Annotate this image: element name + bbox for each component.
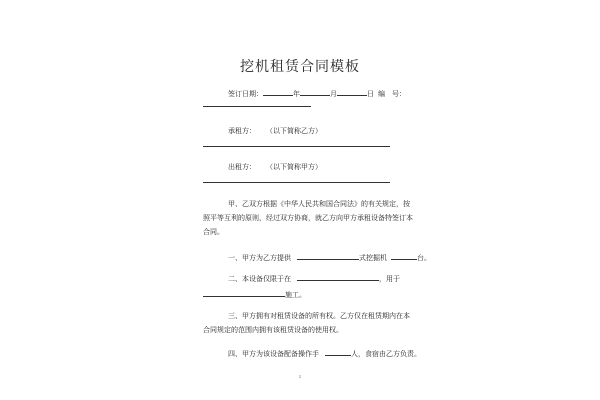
clause-1	[228, 252, 431, 263]
month-blank	[300, 88, 330, 96]
clause-3-line-2: 合同规定的范围内拥有该租赁设备的使用权。	[203, 326, 343, 334]
clause-4-operator-blank	[325, 348, 351, 356]
clause-1-text-c: 台。	[417, 254, 431, 262]
lessee-row	[228, 163, 322, 172]
intro-line-1: 甲、乙双方根据《中华人民共和国合同法》的有关规定，按	[228, 200, 410, 208]
clause-1-count-blank	[391, 252, 417, 260]
clause-1-text-a: 一、甲方为乙方提供	[228, 254, 291, 262]
clause-2-text-a: 二、本设备仅限于在	[228, 275, 291, 283]
lessee-label: 出租方：	[228, 163, 256, 171]
day-label: 日	[367, 90, 374, 98]
intro-line-3: 合同。	[203, 228, 224, 236]
clause-2-text-b: ，用于	[379, 275, 400, 283]
clause-1-model-blank	[297, 252, 359, 260]
clause-4	[228, 348, 421, 359]
clause-4-text-b: 人，食宿由乙方负责。	[351, 350, 421, 358]
clause-2-use-blank	[203, 289, 285, 297]
year-blank	[263, 88, 293, 96]
clause-2	[228, 273, 400, 284]
year-label: 年	[293, 90, 300, 98]
clause-2-text-c: 施工。	[285, 291, 306, 299]
number-label: 编 号：	[378, 90, 406, 98]
lessee-blank	[203, 182, 390, 183]
clause-4-text-a: 四、甲方为该设备配备操作手	[228, 350, 319, 358]
lessor-label: 承租方：	[228, 127, 256, 135]
lessee-note: （以下简称甲方）	[266, 163, 322, 171]
page-number: 1	[298, 374, 302, 379]
lessor-row	[228, 127, 322, 136]
month-label: 月	[330, 90, 337, 98]
number-blank	[203, 106, 311, 107]
clause-1-text-b: 式挖掘机	[359, 254, 387, 262]
clause-3-line-1: 三、甲方拥有对租赁设备的所有权。乙方仅在租赁期内在本	[228, 312, 410, 320]
lessor-note: （以下简称乙方）	[266, 127, 322, 135]
clause-2-location-blank	[297, 273, 379, 281]
intro-line-2: 照平等互利的原则，经过双方协商，就乙方向甲方承租设备特签订本	[203, 214, 413, 222]
clause-2-cont	[203, 289, 306, 300]
sign-date-row	[228, 88, 406, 99]
lessor-blank	[203, 146, 390, 147]
document-title: 挖机租赁合同模板	[240, 59, 360, 75]
day-blank	[337, 88, 367, 96]
sign-date-label: 签订日期：	[228, 90, 263, 98]
